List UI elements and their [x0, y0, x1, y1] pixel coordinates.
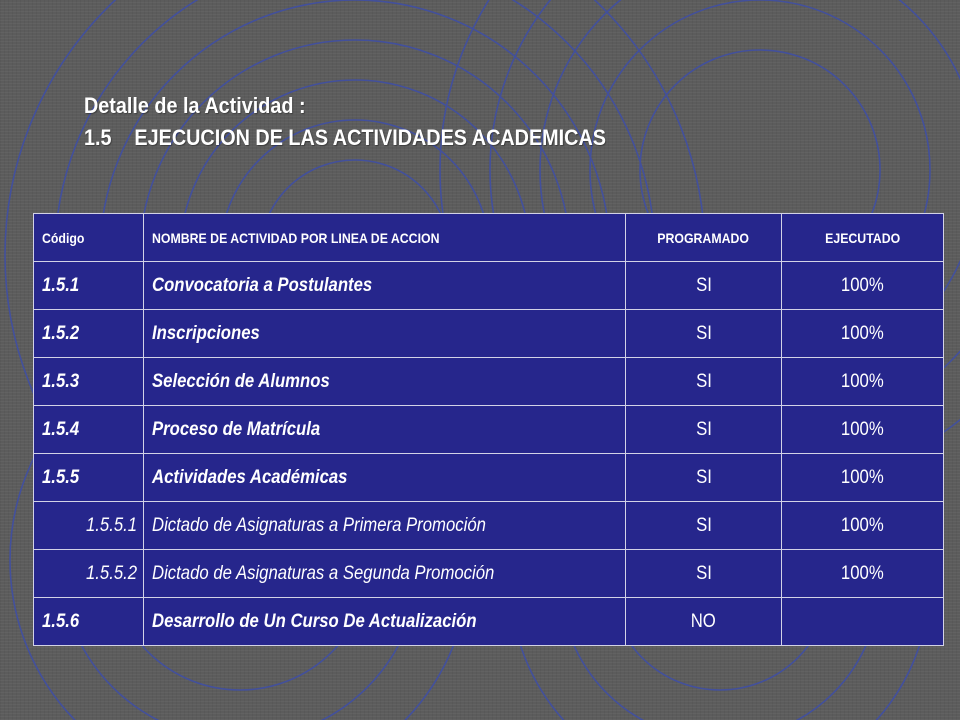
row-name: Dictado de Asignaturas a Primera Promoción — [144, 502, 626, 550]
header-code: Código — [34, 214, 144, 262]
row-code: 1.5.4 — [34, 406, 144, 454]
row-name: Proceso de Matrícula — [144, 406, 626, 454]
page-title — [84, 90, 606, 154]
title-line2 — [84, 122, 606, 154]
header-programmed: PROGRAMADO — [626, 214, 782, 262]
header-executed: EJECUTADO — [782, 214, 944, 262]
activities-table — [33, 213, 944, 646]
row-programmed: SI — [626, 358, 782, 406]
table-row — [34, 262, 944, 310]
row-name: Selección de Alumnos — [144, 358, 626, 406]
row-name: Desarrollo de Un Curso De Actualización — [144, 598, 626, 646]
title-heading: EJECUCION DE LAS ACTIVIDADES ACADEMICAS — [134, 125, 606, 150]
row-programmed: SI — [626, 262, 782, 310]
row-executed: 100% — [782, 550, 944, 598]
header-name: NOMBRE DE ACTIVIDAD POR LINEA DE ACCION — [144, 214, 626, 262]
title-number: 1.5 — [84, 125, 112, 150]
row-code: 1.5.6 — [34, 598, 144, 646]
row-code: 1.5.2 — [34, 310, 144, 358]
row-name: Actividades Académicas — [144, 454, 626, 502]
row-programmed: NO — [626, 598, 782, 646]
row-programmed: SI — [626, 550, 782, 598]
table-row — [34, 310, 944, 358]
row-executed — [782, 598, 944, 646]
row-programmed: SI — [626, 502, 782, 550]
row-code: 1.5.1 — [34, 262, 144, 310]
row-programmed: SI — [626, 406, 782, 454]
table-row — [34, 598, 944, 646]
row-programmed: SI — [626, 454, 782, 502]
row-executed: 100% — [782, 406, 944, 454]
table-row — [34, 358, 944, 406]
row-executed: 100% — [782, 262, 944, 310]
row-name: Inscripciones — [144, 310, 626, 358]
row-programmed: SI — [626, 310, 782, 358]
table-row — [34, 550, 944, 598]
row-code: 1.5.3 — [34, 358, 144, 406]
table-row — [34, 406, 944, 454]
table-header-row — [34, 214, 944, 262]
row-executed: 100% — [782, 358, 944, 406]
table-row — [34, 502, 944, 550]
title-line1: Detalle de la Actividad : — [84, 93, 306, 118]
row-code: 1.5.5.1 — [34, 502, 144, 550]
row-name: Dictado de Asignaturas a Segunda Promoción — [144, 550, 626, 598]
row-code: 1.5.5 — [34, 454, 144, 502]
row-executed: 100% — [782, 310, 944, 358]
row-executed: 100% — [782, 454, 944, 502]
table-row — [34, 454, 944, 502]
row-executed: 100% — [782, 502, 944, 550]
row-name: Convocatoria a Postulantes — [144, 262, 626, 310]
row-code: 1.5.5.2 — [34, 550, 144, 598]
